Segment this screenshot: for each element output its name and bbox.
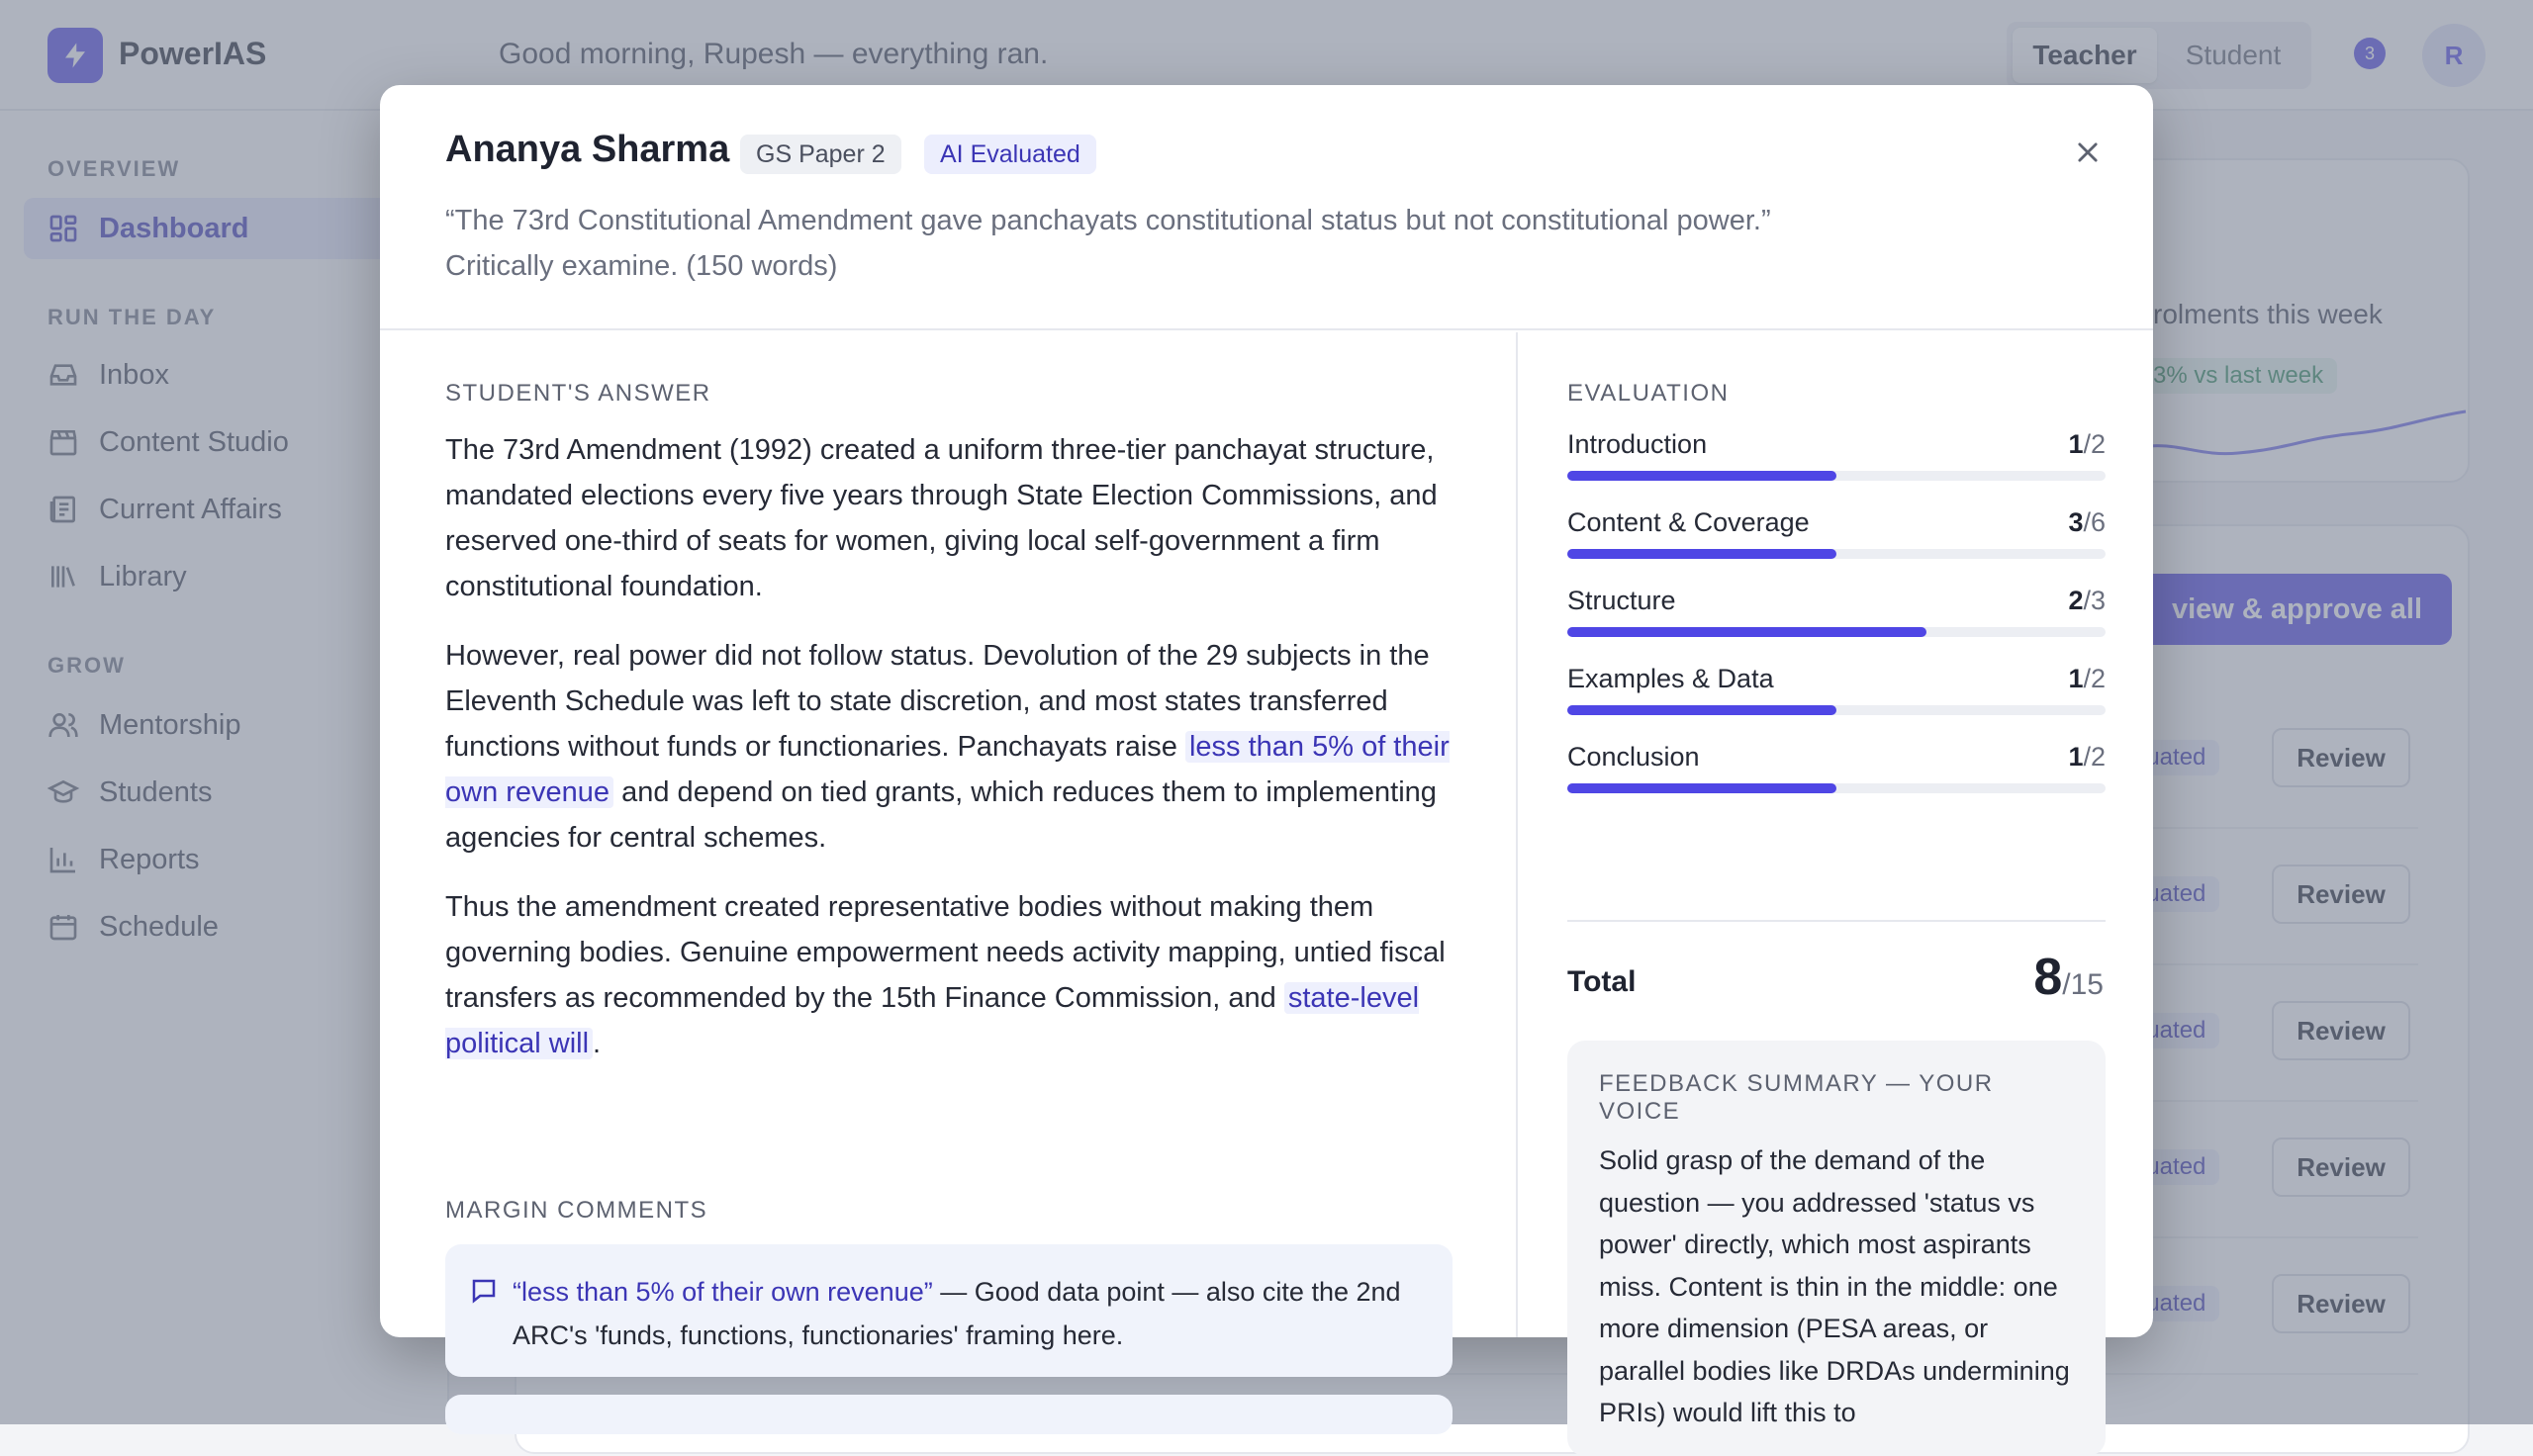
criterion-score: 1/2 xyxy=(2068,429,2106,459)
paper-tag: GS Paper 2 xyxy=(740,135,901,174)
feedback-summary[interactable] xyxy=(1567,1041,2106,1456)
close-icon xyxy=(2074,138,2102,166)
criterion-name: Examples & Data xyxy=(1567,664,1774,693)
criterion-name: Content & Coverage xyxy=(1567,507,1810,537)
criterion-introduction xyxy=(1567,429,2106,485)
answer-paragraph xyxy=(445,633,1454,861)
evaluation-label: EVALUATION xyxy=(1567,380,1730,407)
feedback-text: Solid grasp of the demand of the question — you addressed 'status vs power' directly, which most aspirants miss. Content is thin in the middle: one more dimension (PESA areas, or parallel bodies like DRDAs undermining PRIs) would lift this to xyxy=(1599,1145,2070,1427)
feedback-label: FEEDBACK SUMMARY — YOUR VOICE xyxy=(1599,1070,1994,1125)
margin-comment[interactable] xyxy=(445,1244,1453,1377)
evaluation-pane xyxy=(1516,332,2153,1427)
answer-section-label: STUDENT'S ANSWER xyxy=(445,380,711,407)
score-bar-fill xyxy=(1567,471,1836,481)
comment-quote: “less than 5% of their own revenue” xyxy=(513,1277,933,1307)
answer-text: Thus the amendment created representative bodies without making them governing bodies. Genuine empowerment needs activity mapping, untied fiscal transfers as recommended by the 15th Finance Commission, and xyxy=(445,891,1446,1014)
score-bar xyxy=(1567,549,2106,559)
criterion-content-coverage xyxy=(1567,507,2106,563)
score-bar xyxy=(1567,705,2106,715)
answer-text: However, real power did not follow status. Devolution of the 29 subjects in the Eleventh Schedule was left to state discretion, and most states transferred functions without funds or functionaries. Panchayats raise xyxy=(445,640,1430,763)
score-bar-fill xyxy=(1567,705,1836,715)
question-text: “The 73rd Constitutional Amendment gave panchayats constitutional status but not constitutional power.” Critically examine. (150 words) xyxy=(445,205,1771,282)
total-label: Total xyxy=(1567,965,1637,998)
total-divider xyxy=(1567,920,2106,922)
answer-paragraph xyxy=(445,884,1454,1066)
answer-paragraph: The 73rd Amendment (1992) created a uniform three-tier panchayat structure, mandated elections every five years through State Election Commissions, and reserved one-third of seats for women, giving local self-government a firm constitutional foundation. xyxy=(445,434,1438,602)
score-bar xyxy=(1567,783,2106,793)
student-name: Ananya Sharma xyxy=(445,129,730,170)
criterion-structure xyxy=(1567,586,2106,641)
criterion-score: 1/2 xyxy=(2068,664,2106,693)
criterion-name: Structure xyxy=(1567,586,1676,615)
margin-comments-label: MARGIN COMMENTS xyxy=(445,1197,708,1224)
modal-header xyxy=(380,85,2153,330)
highlighted-phrase[interactable]: less than 5% of their own revenue xyxy=(445,731,1450,808)
student-answer xyxy=(445,427,1454,1090)
criterion-name: Conclusion xyxy=(1567,742,1700,772)
margin-comment[interactable] xyxy=(445,1395,1453,1434)
criterion-score: 1/2 xyxy=(2068,742,2106,772)
score-bar-fill xyxy=(1567,783,1836,793)
criterion-score: 3/6 xyxy=(2068,507,2106,537)
answer-text: . xyxy=(593,1028,602,1059)
total-score: 8/15 xyxy=(2033,949,2104,1006)
ai-evaluated-tag: AI Evaluated xyxy=(924,135,1096,174)
criterion-conclusion xyxy=(1567,742,2106,797)
score-bar xyxy=(1567,627,2106,637)
answer-text: and depend on tied grants, which reduces them to implementing agencies for central schemes. xyxy=(445,776,1437,854)
score-bar-fill xyxy=(1567,549,1836,559)
comment-text: — Good data point — also cite the 2nd ARC's 'funds, functions, functionaries' framing here. xyxy=(513,1277,1401,1350)
evaluation-modal xyxy=(380,85,2153,1427)
criterion-score: 2/3 xyxy=(2068,586,2106,615)
comment-icon xyxy=(469,1276,499,1306)
highlighted-phrase[interactable]: state-level political will xyxy=(445,982,1420,1059)
criterion-examples-data xyxy=(1567,664,2106,719)
score-bar xyxy=(1567,471,2106,481)
answer-pane xyxy=(380,332,1516,1350)
close-button[interactable] xyxy=(2066,131,2110,174)
score-bar-fill xyxy=(1567,627,1926,637)
criterion-name: Introduction xyxy=(1567,429,1708,459)
